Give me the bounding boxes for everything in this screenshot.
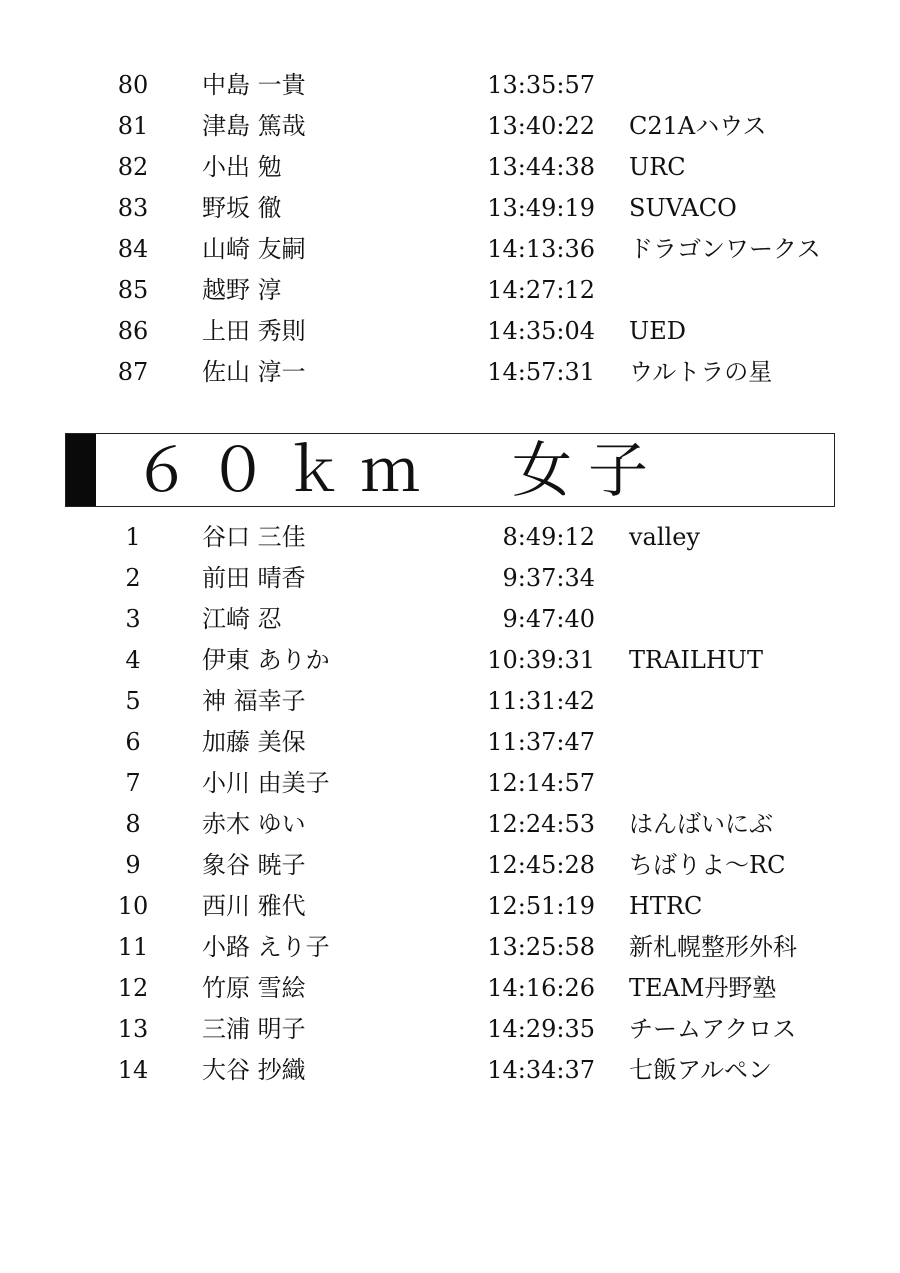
result-name: 赤木 ゆい <box>202 810 306 838</box>
result-team: UED <box>629 317 686 345</box>
result-team: ちばりよ～RC <box>629 851 786 879</box>
section-header-60km-women <box>65 433 835 507</box>
result-row <box>0 558 900 599</box>
result-rank: 5 <box>125 687 141 715</box>
result-rank: 80 <box>117 71 149 99</box>
result-rank: 82 <box>117 153 149 181</box>
result-row <box>0 722 900 763</box>
result-rank: 11 <box>117 933 149 961</box>
result-time: 10:39:31 <box>487 646 595 674</box>
results-list-previous <box>0 65 900 393</box>
result-time: 14:34:37 <box>487 1056 595 1084</box>
result-name: 津島 篤哉 <box>202 112 306 140</box>
result-time: 8:49:12 <box>502 523 595 551</box>
result-rank: 81 <box>117 112 149 140</box>
result-team: C21Aハウス <box>629 112 767 140</box>
result-time: 12:51:19 <box>487 892 595 920</box>
result-time: 14:27:12 <box>487 276 595 304</box>
result-time: 14:35:04 <box>487 317 595 345</box>
result-rank: 2 <box>125 564 141 592</box>
result-row <box>0 352 900 393</box>
result-row <box>0 147 900 188</box>
result-row <box>0 188 900 229</box>
result-rank: 12 <box>117 974 149 1002</box>
result-name: 越野 淳 <box>202 276 282 304</box>
result-rank: 7 <box>125 769 141 797</box>
result-name: 竹原 雪絵 <box>202 974 306 1002</box>
result-row <box>0 311 900 352</box>
result-time: 9:37:34 <box>502 564 595 592</box>
result-team: ドラゴンワークス <box>629 235 821 263</box>
result-team: TEAM丹野塾 <box>629 974 777 1002</box>
result-name: 江崎 忍 <box>202 605 282 633</box>
result-rank: 3 <box>125 605 141 633</box>
result-team: SUVACO <box>629 194 737 222</box>
result-time: 12:24:53 <box>487 810 595 838</box>
result-rank: 84 <box>117 235 149 263</box>
result-time: 13:40:22 <box>487 112 595 140</box>
result-name: 中島 一貴 <box>202 71 306 99</box>
result-name: 前田 晴香 <box>202 564 306 592</box>
result-name: 大谷 抄織 <box>202 1056 306 1084</box>
result-time: 14:13:36 <box>487 235 595 263</box>
result-time: 13:25:58 <box>487 933 595 961</box>
result-team: 新札幌整形外科 <box>629 933 797 961</box>
result-team: 七飯アルペン <box>629 1056 773 1084</box>
result-name: 西川 雅代 <box>202 892 306 920</box>
result-time: 9:47:40 <box>502 605 595 633</box>
result-rank: 85 <box>117 276 149 304</box>
result-rank: 8 <box>125 810 141 838</box>
result-name: 上田 秀則 <box>202 317 306 345</box>
result-name: 小出 勉 <box>202 153 282 181</box>
result-row <box>0 927 900 968</box>
result-time: 11:37:47 <box>487 728 595 756</box>
result-team: valley <box>629 523 700 551</box>
result-time: 13:44:38 <box>487 153 595 181</box>
result-rank: 1 <box>125 523 141 551</box>
result-time: 14:16:26 <box>487 974 595 1002</box>
result-row <box>0 681 900 722</box>
result-team: ウルトラの星 <box>629 358 773 386</box>
result-row <box>0 229 900 270</box>
result-row <box>0 763 900 804</box>
result-time: 14:29:35 <box>487 1015 595 1043</box>
result-name: 加藤 美保 <box>202 728 306 756</box>
result-time: 12:45:28 <box>487 851 595 879</box>
result-name: 神 福幸子 <box>202 687 306 715</box>
result-time: 13:49:19 <box>487 194 595 222</box>
result-row <box>0 517 900 558</box>
result-row <box>0 1009 900 1050</box>
result-rank: 4 <box>125 646 141 674</box>
result-name: 谷口 三佳 <box>202 523 306 551</box>
section-title: ６０ｋｍ 女子 <box>132 436 664 506</box>
result-name: 象谷 暁子 <box>202 851 306 879</box>
result-name: 小路 えり子 <box>202 933 330 961</box>
result-rank: 14 <box>117 1056 149 1084</box>
result-rank: 87 <box>117 358 149 386</box>
result-time: 14:57:31 <box>487 358 595 386</box>
result-team: チームアクロス <box>629 1015 797 1043</box>
result-row <box>0 270 900 311</box>
result-row <box>0 804 900 845</box>
result-name: 三浦 明子 <box>202 1015 306 1043</box>
result-team: URC <box>629 153 686 181</box>
result-rank: 13 <box>117 1015 149 1043</box>
result-row <box>0 845 900 886</box>
result-row <box>0 65 900 106</box>
result-rank: 10 <box>117 892 149 920</box>
results-list-60km-women <box>0 517 900 1091</box>
result-row <box>0 886 900 927</box>
result-rank: 86 <box>117 317 149 345</box>
result-row <box>0 599 900 640</box>
result-name: 佐山 淳一 <box>202 358 306 386</box>
result-time: 12:14:57 <box>487 769 595 797</box>
result-team: HTRC <box>629 892 703 920</box>
result-name: 小川 由美子 <box>202 769 330 797</box>
result-name: 伊東 ありか <box>202 646 330 674</box>
result-rank: 83 <box>117 194 149 222</box>
result-team: はんばいにぶ <box>629 810 773 838</box>
result-rank: 9 <box>125 851 141 879</box>
result-row <box>0 106 900 147</box>
result-name: 野坂 徹 <box>202 194 282 222</box>
result-row <box>0 968 900 1009</box>
result-team: TRAILHUT <box>629 646 763 674</box>
result-rank: 6 <box>125 728 141 756</box>
result-row <box>0 1050 900 1091</box>
section-header-bar <box>66 434 96 506</box>
result-time: 11:31:42 <box>487 687 595 715</box>
result-row <box>0 640 900 681</box>
result-time: 13:35:57 <box>487 71 595 99</box>
result-name: 山崎 友嗣 <box>202 235 306 263</box>
